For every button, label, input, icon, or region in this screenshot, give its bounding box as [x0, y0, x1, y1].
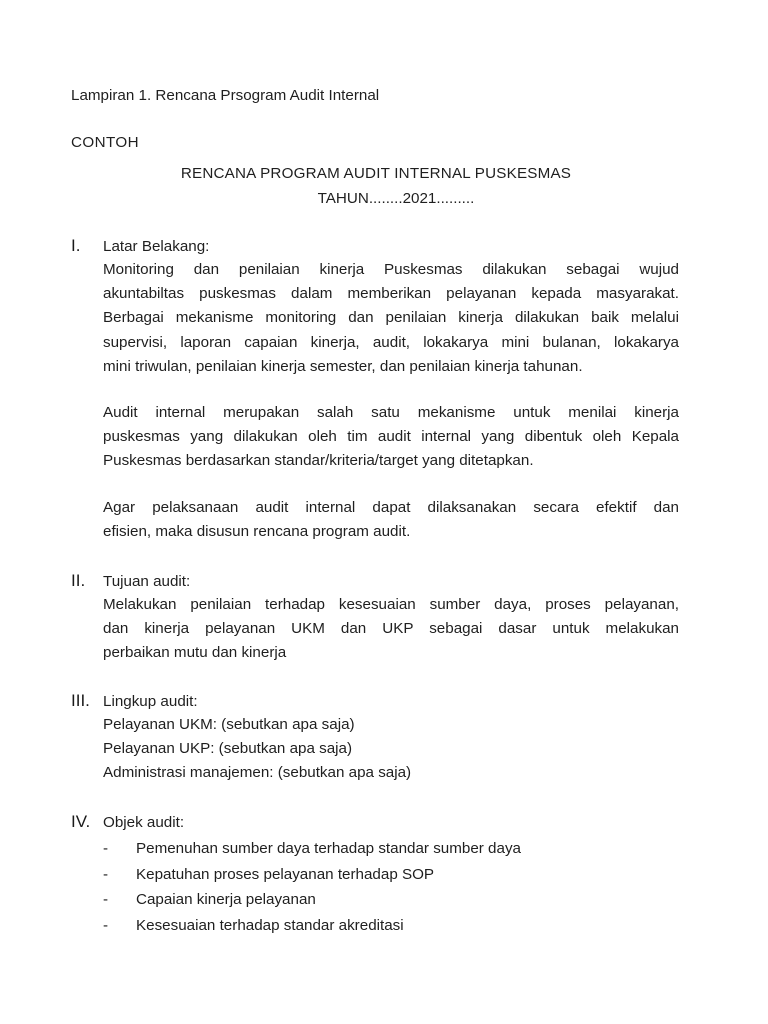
paragraph-line: dan kinerja pelayanan UKM dan UKP sebagai dasar untuk melakukan: [103, 620, 679, 638]
section-2-numeral: II.: [71, 571, 86, 590]
section-2-heading: Tujuan audit:: [103, 573, 191, 590]
section-2-paragraph: [103, 593, 679, 666]
section-3-heading: Lingkup audit:: [103, 693, 198, 710]
section-3-numeral: III.: [71, 691, 90, 710]
section-1-paragraph-2: [103, 401, 679, 474]
lampiran-caption: Lampiran 1. Rencana Prsogram Audit Internal: [71, 87, 380, 104]
section-1-numeral: I.: [71, 236, 81, 255]
list-item-text: Kepatuhan proses pelayanan terhadap SOP: [136, 865, 435, 883]
contoh-label: CONTOH: [71, 134, 139, 151]
section-1-paragraph-3: [103, 496, 679, 544]
paragraph-line: mini triwulan, penilaian kinerja semester, dan penilaian kinerja tahunan.: [103, 357, 583, 375]
list-item-text: Capaian kinerja pelayanan: [136, 891, 316, 908]
paragraph-line: puskesmas yang dilakukan oleh tim audit internal yang dibentuk oleh Kepala: [103, 428, 679, 446]
paragraph-line: Berbagai mekanisme monitoring dan penilaian kinerja dilakukan baik melalui: [103, 309, 679, 327]
paragraph-line: efisien, maka disusun rencana program audit.: [103, 523, 411, 541]
dash-bullet: -: [103, 891, 109, 908]
dash-bullet: -: [103, 916, 109, 934]
paragraph-line: Puskesmas berdasarkan standar/kriteria/target yang ditetapkan.: [103, 452, 534, 470]
section-4-heading: Objek audit:: [103, 814, 185, 831]
section-1-heading: Latar Belakang:: [103, 238, 210, 255]
list-item: Pelayanan UKP: (sebutkan apa saja): [103, 740, 353, 758]
paragraph-line: Monitoring dan penilaian kinerja Puskesmas dilakukan sebagai wujud: [103, 261, 679, 278]
paragraph-line: Audit internal merupakan salah satu mekanisme untuk menilai kinerja: [103, 404, 679, 421]
list-item: Pelayanan UKM: (sebutkan apa saja): [103, 716, 355, 733]
section-1-paragraph-1: [103, 258, 679, 379]
paragraph-line: perbaikan mutu dan kinerja: [103, 644, 287, 662]
paragraph-line: Agar pelaksanaan audit internal dapat dilaksanakan secara efektif dan: [103, 499, 679, 516]
dash-bullet: -: [103, 865, 109, 883]
document-year: TAHUN........2021.........: [317, 190, 475, 207]
paragraph-line: akuntabiltas puskesmas dalam memberikan pelayanan kepada masyarakat.: [103, 285, 679, 303]
paragraph-line: Melakukan penilaian terhadap kesesuaian sumber daya, proses pelayanan,: [103, 596, 679, 613]
list-item-text: Kesesuaian terhadap standar akreditasi: [136, 916, 404, 934]
paragraph-line: supervisi, laporan capaian kinerja, audit, lokakarya mini bulanan, lokakarya: [103, 333, 679, 351]
dash-bullet: -: [103, 840, 109, 857]
scope-list: [103, 713, 411, 786]
list-item: Administrasi manajemen: (sebutkan apa saja): [103, 764, 412, 782]
section-4-numeral: IV.: [71, 812, 91, 831]
document-title: RENCANA PROGRAM AUDIT INTERNAL PUSKESMAS: [180, 165, 572, 182]
list-item-text: Pemenuhan sumber daya terhadap standar sumber daya: [136, 840, 521, 857]
